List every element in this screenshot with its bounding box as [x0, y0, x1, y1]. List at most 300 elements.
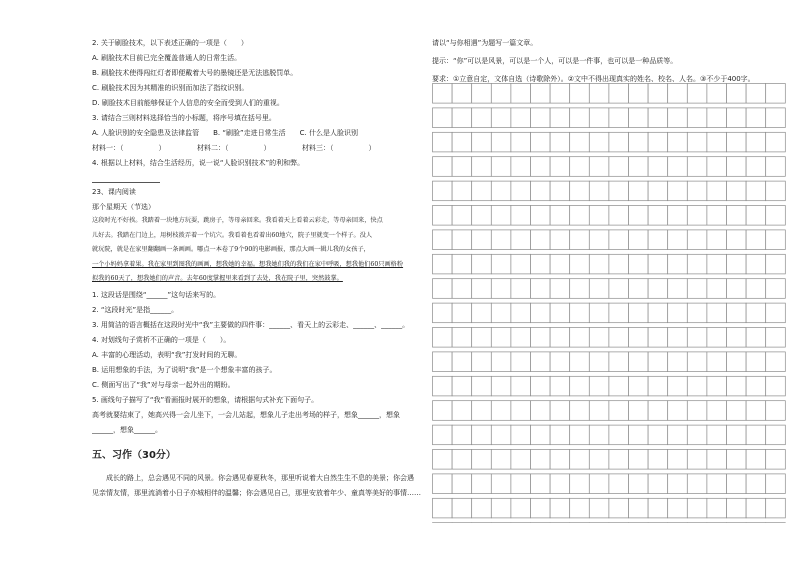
grid-cell[interactable] [472, 450, 492, 470]
grid-cell[interactable] [472, 181, 492, 201]
grid-cell[interactable] [433, 206, 453, 226]
grid-cell[interactable] [589, 84, 609, 104]
grid-cell[interactable] [766, 474, 786, 494]
grid-cell[interactable] [629, 230, 649, 250]
grid-cell[interactable] [550, 474, 570, 494]
grid-cell[interactable] [687, 352, 707, 372]
grid-cell[interactable] [511, 352, 531, 372]
grid-cell[interactable] [570, 474, 590, 494]
grid-cell[interactable] [609, 254, 629, 274]
grid-cell[interactable] [668, 132, 688, 152]
grid-cell[interactable] [452, 303, 472, 323]
grid-cell[interactable] [550, 254, 570, 274]
grid-cell[interactable] [687, 425, 707, 445]
grid-cell[interactable] [570, 450, 590, 470]
grid-cell[interactable] [550, 108, 570, 128]
grid-cell[interactable] [452, 474, 472, 494]
grid-cell[interactable] [687, 230, 707, 250]
grid-cell[interactable] [550, 425, 570, 445]
grid-cell[interactable] [648, 425, 668, 445]
grid-cell[interactable] [766, 425, 786, 445]
grid-cell[interactable] [433, 181, 453, 201]
grid-cell[interactable] [531, 303, 551, 323]
grid-cell[interactable] [491, 376, 511, 396]
grid-cell[interactable] [629, 279, 649, 299]
grid-cell[interactable] [531, 498, 551, 518]
grid-cell[interactable] [668, 279, 688, 299]
grid-cell[interactable] [491, 328, 511, 348]
grid-cell[interactable] [511, 328, 531, 348]
grid-cell[interactable] [707, 181, 727, 201]
grid-cell[interactable] [511, 279, 531, 299]
grid-cell[interactable] [687, 254, 707, 274]
grid-cell[interactable] [766, 376, 786, 396]
grid-cell[interactable] [629, 84, 649, 104]
grid-cell[interactable] [433, 279, 453, 299]
grid-cell[interactable] [746, 108, 766, 128]
grid-cell[interactable] [707, 84, 727, 104]
grid-cell[interactable] [766, 401, 786, 421]
grid-cell[interactable] [491, 181, 511, 201]
grid-cell[interactable] [766, 254, 786, 274]
grid-cell[interactable] [707, 376, 727, 396]
grid-cell[interactable] [589, 328, 609, 348]
grid-cell[interactable] [589, 450, 609, 470]
grid-cell[interactable] [550, 132, 570, 152]
grid-cell[interactable] [609, 401, 629, 421]
grid-cell[interactable] [589, 132, 609, 152]
grid-cell[interactable] [550, 84, 570, 104]
grid-cell[interactable] [629, 254, 649, 274]
grid-cell[interactable] [531, 181, 551, 201]
grid-cell[interactable] [707, 157, 727, 177]
grid-cell[interactable] [687, 108, 707, 128]
grid-cell[interactable] [629, 108, 649, 128]
grid-cell[interactable] [668, 352, 688, 372]
grid-cell[interactable] [472, 254, 492, 274]
grid-cell[interactable] [550, 450, 570, 470]
grid-cell[interactable] [746, 352, 766, 372]
grid-cell[interactable] [727, 157, 747, 177]
grid-cell[interactable] [452, 181, 472, 201]
grid-cell[interactable] [570, 498, 590, 518]
grid-cell[interactable] [491, 254, 511, 274]
grid-cell[interactable] [433, 425, 453, 445]
grid-cell[interactable] [727, 132, 747, 152]
grid-cell[interactable] [668, 498, 688, 518]
grid-cell[interactable] [648, 328, 668, 348]
grid-cell[interactable] [727, 84, 747, 104]
grid-cell[interactable] [491, 303, 511, 323]
grid-cell[interactable] [531, 474, 551, 494]
grid-cell[interactable] [648, 84, 668, 104]
grid-cell[interactable] [727, 328, 747, 348]
grid-cell[interactable] [727, 181, 747, 201]
grid-cell[interactable] [648, 450, 668, 470]
grid-cell[interactable] [511, 376, 531, 396]
grid-cell[interactable] [746, 474, 766, 494]
grid-cell[interactable] [648, 279, 668, 299]
grid-cell[interactable] [570, 84, 590, 104]
grid-cell[interactable] [687, 328, 707, 348]
grid-cell[interactable] [531, 401, 551, 421]
grid-cell[interactable] [687, 376, 707, 396]
grid-cell[interactable] [746, 376, 766, 396]
grid-cell[interactable] [766, 181, 786, 201]
grid-cell[interactable] [766, 206, 786, 226]
grid-cell[interactable] [433, 352, 453, 372]
grid-cell[interactable] [531, 450, 551, 470]
grid-cell[interactable] [707, 474, 727, 494]
grid-cell[interactable] [433, 328, 453, 348]
grid-cell[interactable] [491, 230, 511, 250]
grid-cell[interactable] [472, 328, 492, 348]
grid-cell[interactable] [452, 352, 472, 372]
grid-cell[interactable] [511, 474, 531, 494]
grid-cell[interactable] [452, 132, 472, 152]
grid-cell[interactable] [707, 425, 727, 445]
grid-cell[interactable] [629, 181, 649, 201]
grid-cell[interactable] [629, 303, 649, 323]
grid-cell[interactable] [707, 303, 727, 323]
grid-cell[interactable] [746, 328, 766, 348]
grid-cell[interactable] [727, 401, 747, 421]
grid-cell[interactable] [766, 132, 786, 152]
grid-cell[interactable] [746, 425, 766, 445]
grid-cell[interactable] [668, 376, 688, 396]
grid-cell[interactable] [766, 498, 786, 518]
grid-cell[interactable] [472, 108, 492, 128]
grid-cell[interactable] [472, 474, 492, 494]
grid-cell[interactable] [668, 230, 688, 250]
grid-cell[interactable] [727, 108, 747, 128]
grid-cell[interactable] [648, 108, 668, 128]
grid-cell[interactable] [668, 181, 688, 201]
grid-cell[interactable] [629, 157, 649, 177]
grid-cell[interactable] [687, 84, 707, 104]
grid-cell[interactable] [668, 450, 688, 470]
grid-cell[interactable] [452, 401, 472, 421]
grid-cell[interactable] [491, 352, 511, 372]
grid-cell[interactable] [589, 352, 609, 372]
grid-cell[interactable] [766, 303, 786, 323]
grid-cell[interactable] [727, 230, 747, 250]
grid-cell[interactable] [491, 157, 511, 177]
grid-cell[interactable] [609, 376, 629, 396]
grid-cell[interactable] [531, 425, 551, 445]
grid-cell[interactable] [648, 157, 668, 177]
grid-cell[interactable] [511, 450, 531, 470]
grid-cell[interactable] [570, 157, 590, 177]
grid-cell[interactable] [589, 376, 609, 396]
grid-cell[interactable] [668, 108, 688, 128]
grid-cell[interactable] [531, 132, 551, 152]
grid-cell[interactable] [629, 206, 649, 226]
grid-cell[interactable] [452, 498, 472, 518]
grid-cell[interactable] [433, 376, 453, 396]
grid-cell[interactable] [452, 450, 472, 470]
grid-cell[interactable] [589, 108, 609, 128]
grid-cell[interactable] [433, 108, 453, 128]
grid-cell[interactable] [609, 474, 629, 494]
grid-cell[interactable] [550, 230, 570, 250]
grid-cell[interactable] [433, 450, 453, 470]
grid-cell[interactable] [511, 401, 531, 421]
grid-cell[interactable] [609, 132, 629, 152]
grid-cell[interactable] [452, 84, 472, 104]
grid-cell[interactable] [531, 84, 551, 104]
grid-cell[interactable] [707, 206, 727, 226]
grid-cell[interactable] [727, 425, 747, 445]
grid-cell[interactable] [687, 206, 707, 226]
grid-cell[interactable] [550, 401, 570, 421]
grid-cell[interactable] [746, 84, 766, 104]
grid-cell[interactable] [433, 157, 453, 177]
grid-cell[interactable] [472, 376, 492, 396]
grid-cell[interactable] [766, 328, 786, 348]
grid-cell[interactable] [511, 84, 531, 104]
grid-cell[interactable] [609, 352, 629, 372]
grid-cell[interactable] [472, 303, 492, 323]
grid-cell[interactable] [472, 352, 492, 372]
grid-cell[interactable] [570, 132, 590, 152]
grid-cell[interactable] [472, 132, 492, 152]
grid-cell[interactable] [491, 279, 511, 299]
grid-cell[interactable] [452, 328, 472, 348]
grid-cell[interactable] [511, 206, 531, 226]
grid-cell[interactable] [609, 425, 629, 445]
grid-cell[interactable] [629, 498, 649, 518]
grid-cell[interactable] [746, 132, 766, 152]
grid-cell[interactable] [550, 328, 570, 348]
grid-cell[interactable] [668, 206, 688, 226]
grid-cell[interactable] [589, 401, 609, 421]
grid-cell[interactable] [727, 498, 747, 518]
grid-cell[interactable] [589, 157, 609, 177]
grid-cell[interactable] [491, 474, 511, 494]
grid-cell[interactable] [629, 425, 649, 445]
grid-cell[interactable] [707, 352, 727, 372]
grid-cell[interactable] [589, 206, 609, 226]
grid-cell[interactable] [589, 230, 609, 250]
grid-cell[interactable] [648, 352, 668, 372]
grid-cell[interactable] [570, 206, 590, 226]
grid-cell[interactable] [746, 181, 766, 201]
grid-cell[interactable] [629, 401, 649, 421]
grid-cell[interactable] [707, 230, 727, 250]
grid-cell[interactable] [746, 206, 766, 226]
grid-cell[interactable] [609, 328, 629, 348]
grid-cell[interactable] [746, 401, 766, 421]
grid-cell[interactable] [687, 498, 707, 518]
grid-cell[interactable] [491, 401, 511, 421]
grid-cell[interactable] [766, 450, 786, 470]
grid-cell[interactable] [766, 108, 786, 128]
grid-cell[interactable] [668, 425, 688, 445]
grid-cell[interactable] [550, 352, 570, 372]
grid-cell[interactable] [766, 157, 786, 177]
grid-cell[interactable] [668, 303, 688, 323]
grid-cell[interactable] [491, 450, 511, 470]
grid-cell[interactable] [472, 84, 492, 104]
grid-cell[interactable] [550, 157, 570, 177]
grid-cell[interactable] [472, 157, 492, 177]
grid-cell[interactable] [746, 254, 766, 274]
grid-cell[interactable] [589, 181, 609, 201]
grid-cell[interactable] [648, 254, 668, 274]
grid-cell[interactable] [727, 206, 747, 226]
grid-cell[interactable] [550, 498, 570, 518]
grid-cell[interactable] [570, 376, 590, 396]
grid-cell[interactable] [609, 279, 629, 299]
grid-cell[interactable] [531, 206, 551, 226]
grid-cell[interactable] [511, 425, 531, 445]
grid-cell[interactable] [550, 181, 570, 201]
grid-cell[interactable] [472, 498, 492, 518]
grid-cell[interactable] [589, 498, 609, 518]
grid-cell[interactable] [609, 303, 629, 323]
grid-cell[interactable] [746, 450, 766, 470]
grid-cell[interactable] [629, 474, 649, 494]
grid-cell[interactable] [609, 450, 629, 470]
grid-cell[interactable] [531, 328, 551, 348]
grid-cell[interactable] [687, 181, 707, 201]
grid-cell[interactable] [452, 425, 472, 445]
grid-cell[interactable] [452, 376, 472, 396]
grid-cell[interactable] [727, 279, 747, 299]
grid-cell[interactable] [452, 108, 472, 128]
grid-cell[interactable] [491, 84, 511, 104]
grid-cell[interactable] [491, 425, 511, 445]
grid-cell[interactable] [452, 230, 472, 250]
grid-cell[interactable] [687, 132, 707, 152]
grid-cell[interactable] [727, 303, 747, 323]
grid-cell[interactable] [648, 230, 668, 250]
grid-cell[interactable] [707, 498, 727, 518]
grid-cell[interactable] [452, 279, 472, 299]
grid-cell[interactable] [648, 206, 668, 226]
grid-cell[interactable] [570, 181, 590, 201]
grid-cell[interactable] [707, 450, 727, 470]
grid-cell[interactable] [668, 401, 688, 421]
grid-cell[interactable] [687, 474, 707, 494]
grid-cell[interactable] [589, 474, 609, 494]
grid-cell[interactable] [452, 157, 472, 177]
grid-cell[interactable] [511, 303, 531, 323]
grid-cell[interactable] [629, 352, 649, 372]
grid-cell[interactable] [491, 132, 511, 152]
grid-cell[interactable] [570, 230, 590, 250]
grid-cell[interactable] [589, 279, 609, 299]
grid-cell[interactable] [452, 254, 472, 274]
grid-cell[interactable] [491, 108, 511, 128]
grid-cell[interactable] [433, 498, 453, 518]
grid-cell[interactable] [570, 401, 590, 421]
grid-cell[interactable] [433, 254, 453, 274]
grid-cell[interactable] [609, 157, 629, 177]
grid-cell[interactable] [511, 498, 531, 518]
grid-cell[interactable] [648, 303, 668, 323]
grid-cell[interactable] [668, 84, 688, 104]
grid-cell[interactable] [687, 279, 707, 299]
grid-cell[interactable] [668, 328, 688, 348]
grid-cell[interactable] [550, 206, 570, 226]
grid-cell[interactable] [472, 401, 492, 421]
grid-cell[interactable] [609, 230, 629, 250]
grid-cell[interactable] [609, 206, 629, 226]
grid-cell[interactable] [570, 254, 590, 274]
grid-cell[interactable] [550, 376, 570, 396]
grid-cell[interactable] [648, 498, 668, 518]
grid-cell[interactable] [707, 254, 727, 274]
grid-cell[interactable] [648, 181, 668, 201]
grid-cell[interactable] [707, 328, 727, 348]
grid-cell[interactable] [687, 303, 707, 323]
grid-cell[interactable] [511, 181, 531, 201]
grid-cell[interactable] [609, 181, 629, 201]
grid-cell[interactable] [472, 230, 492, 250]
grid-cell[interactable] [766, 84, 786, 104]
grid-cell[interactable] [668, 157, 688, 177]
grid-cell[interactable] [531, 254, 551, 274]
grid-cell[interactable] [707, 279, 727, 299]
grid-cell[interactable] [707, 401, 727, 421]
grid-cell[interactable] [707, 132, 727, 152]
grid-cell[interactable] [570, 279, 590, 299]
grid-cell[interactable] [550, 303, 570, 323]
grid-cell[interactable] [472, 279, 492, 299]
grid-cell[interactable] [609, 108, 629, 128]
grid-cell[interactable] [629, 376, 649, 396]
grid-cell[interactable] [668, 474, 688, 494]
grid-cell[interactable] [570, 352, 590, 372]
grid-cell[interactable] [589, 303, 609, 323]
grid-cell[interactable] [668, 254, 688, 274]
grid-cell[interactable] [433, 84, 453, 104]
grid-cell[interactable] [727, 352, 747, 372]
grid-cell[interactable] [609, 84, 629, 104]
grid-cell[interactable] [629, 132, 649, 152]
grid-cell[interactable] [648, 474, 668, 494]
grid-cell[interactable] [727, 450, 747, 470]
grid-cell[interactable] [511, 230, 531, 250]
grid-cell[interactable] [648, 376, 668, 396]
grid-cell[interactable] [433, 230, 453, 250]
grid-cell[interactable] [589, 425, 609, 445]
grid-cell[interactable] [648, 132, 668, 152]
grid-cell[interactable] [511, 254, 531, 274]
grid-cell[interactable] [746, 498, 766, 518]
grid-cell[interactable] [766, 230, 786, 250]
grid-cell[interactable] [433, 401, 453, 421]
grid-cell[interactable] [589, 254, 609, 274]
grid-cell[interactable] [491, 206, 511, 226]
grid-cell[interactable] [531, 376, 551, 396]
grid-cell[interactable] [746, 279, 766, 299]
grid-cell[interactable] [511, 132, 531, 152]
grid-cell[interactable] [766, 352, 786, 372]
grid-cell[interactable] [609, 498, 629, 518]
writing-grid[interactable] [432, 83, 792, 527]
grid-cell[interactable] [531, 108, 551, 128]
grid-cell[interactable] [511, 108, 531, 128]
grid-cell[interactable] [687, 450, 707, 470]
grid-cell[interactable] [766, 279, 786, 299]
grid-cell[interactable] [570, 328, 590, 348]
grid-cell[interactable] [687, 157, 707, 177]
grid-cell[interactable] [570, 108, 590, 128]
grid-cell[interactable] [472, 206, 492, 226]
